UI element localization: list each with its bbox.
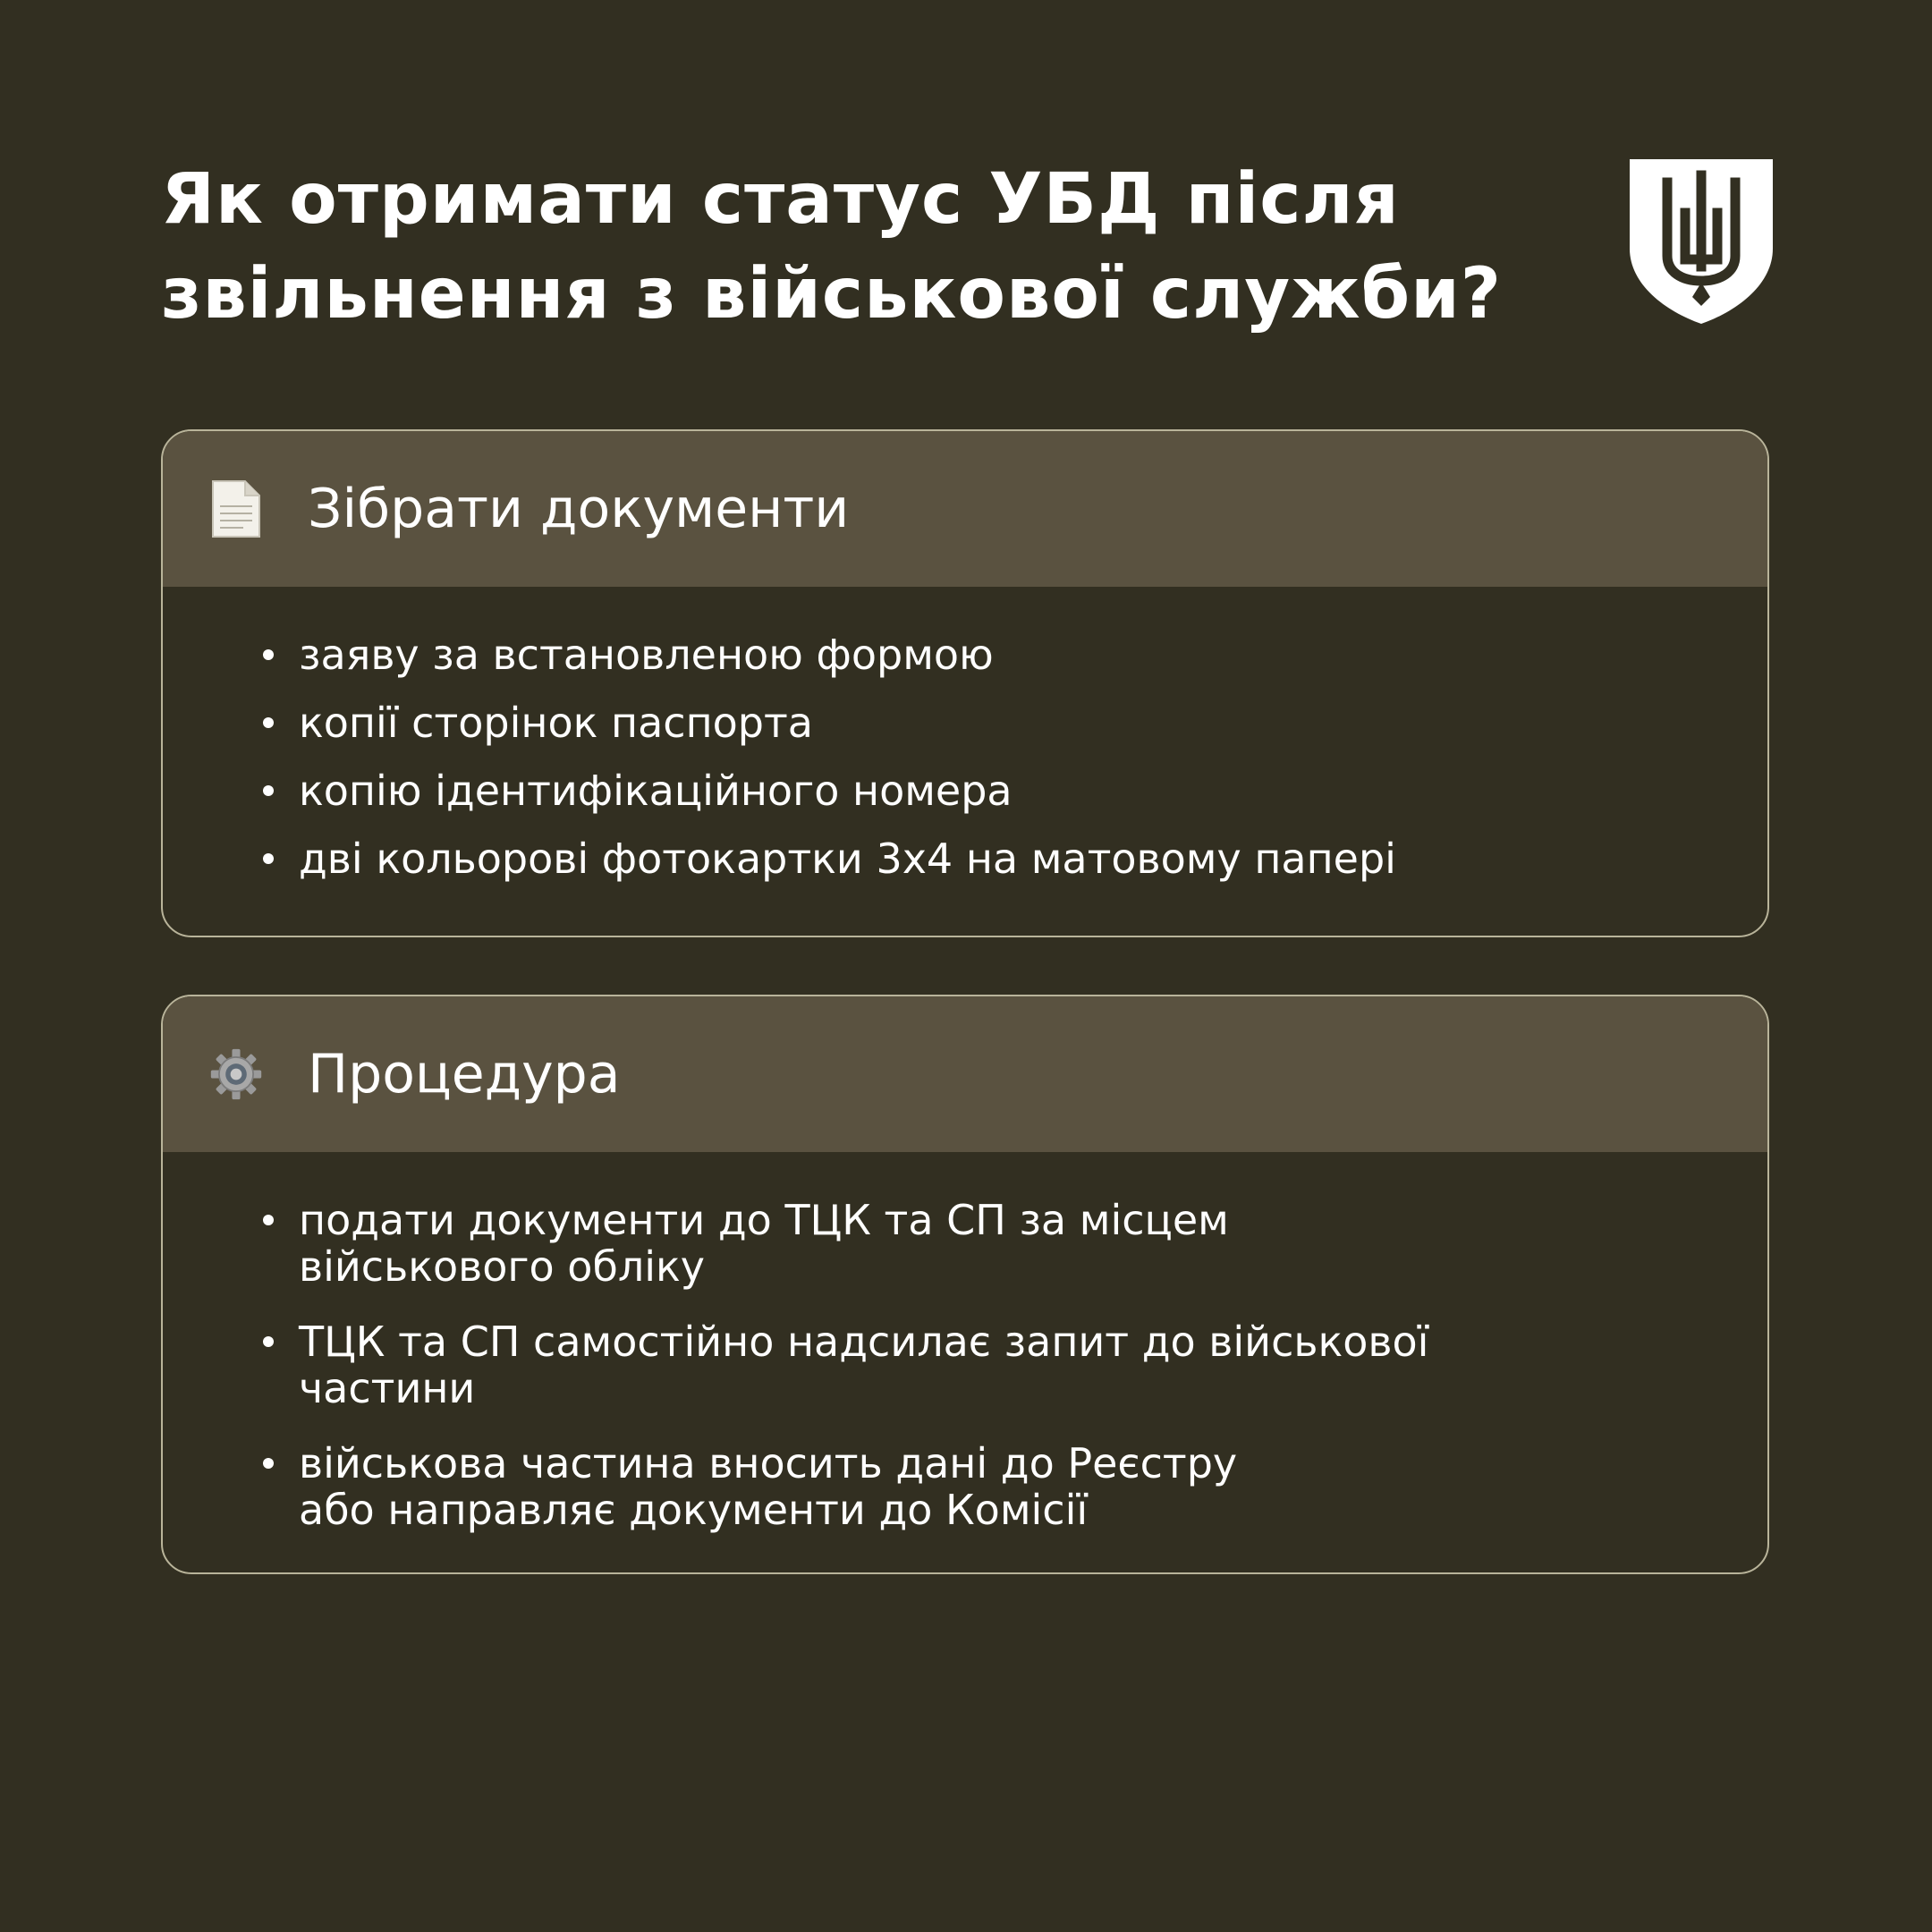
- list-item-text-line-2: або направляє документи до Комісії: [299, 1486, 1089, 1534]
- list-item-text-line-2: частини: [299, 1364, 476, 1412]
- list-item: [299, 767, 1767, 814]
- list-item-text-line-1: подати документи до ТЦК та СП за місцем: [299, 1196, 1229, 1244]
- section-title: Процедура: [308, 1043, 621, 1106]
- list-item-text-line-2: військового обліку: [299, 1242, 706, 1291]
- section-body: [163, 1152, 1767, 1533]
- document-icon: [209, 479, 263, 538]
- page-title: [161, 152, 1556, 342]
- list-item: [299, 631, 1767, 678]
- bullet-icon: [263, 1458, 274, 1469]
- section-header: [163, 996, 1767, 1152]
- list-item: [299, 835, 1767, 882]
- list-item-text: дві кольорові фотокартки 3х4 на матовому папері: [299, 835, 1396, 883]
- list-item-text: заяву за встановленою формою: [299, 631, 994, 679]
- section-procedure: [161, 995, 1769, 1574]
- trident-shield-icon: [1630, 159, 1773, 324]
- section-header: [163, 431, 1767, 587]
- bullet-icon: [263, 1336, 274, 1347]
- list-item: [299, 1318, 1767, 1411]
- list-item-text-line-1: ТЦК та СП самостійно надсилає запит до військової: [299, 1318, 1429, 1366]
- gear-icon: [209, 1045, 263, 1104]
- section-body: [163, 587, 1767, 882]
- bullet-icon: [263, 649, 274, 660]
- bullet-icon: [263, 785, 274, 796]
- page-title-line-1: Як отримати статус УБД після: [161, 159, 1400, 240]
- list-item-text: копію ідентифікаційного номера: [299, 767, 1013, 815]
- page-title-line-2: звільнення з військової служби?: [161, 254, 1503, 335]
- list-item-text-line-1: військова частина вносить дані до Реєстру: [299, 1439, 1238, 1487]
- bullet-icon: [263, 853, 274, 864]
- bullet-icon: [263, 1215, 274, 1225]
- list-item-text: копії сторінок паспорта: [299, 699, 813, 747]
- section-title: Зібрати документи: [308, 478, 850, 540]
- list-item: [299, 1197, 1767, 1290]
- list-item: [299, 699, 1767, 746]
- bullet-icon: [263, 717, 274, 728]
- section-collect-documents: [161, 429, 1769, 937]
- list-item: [299, 1440, 1767, 1533]
